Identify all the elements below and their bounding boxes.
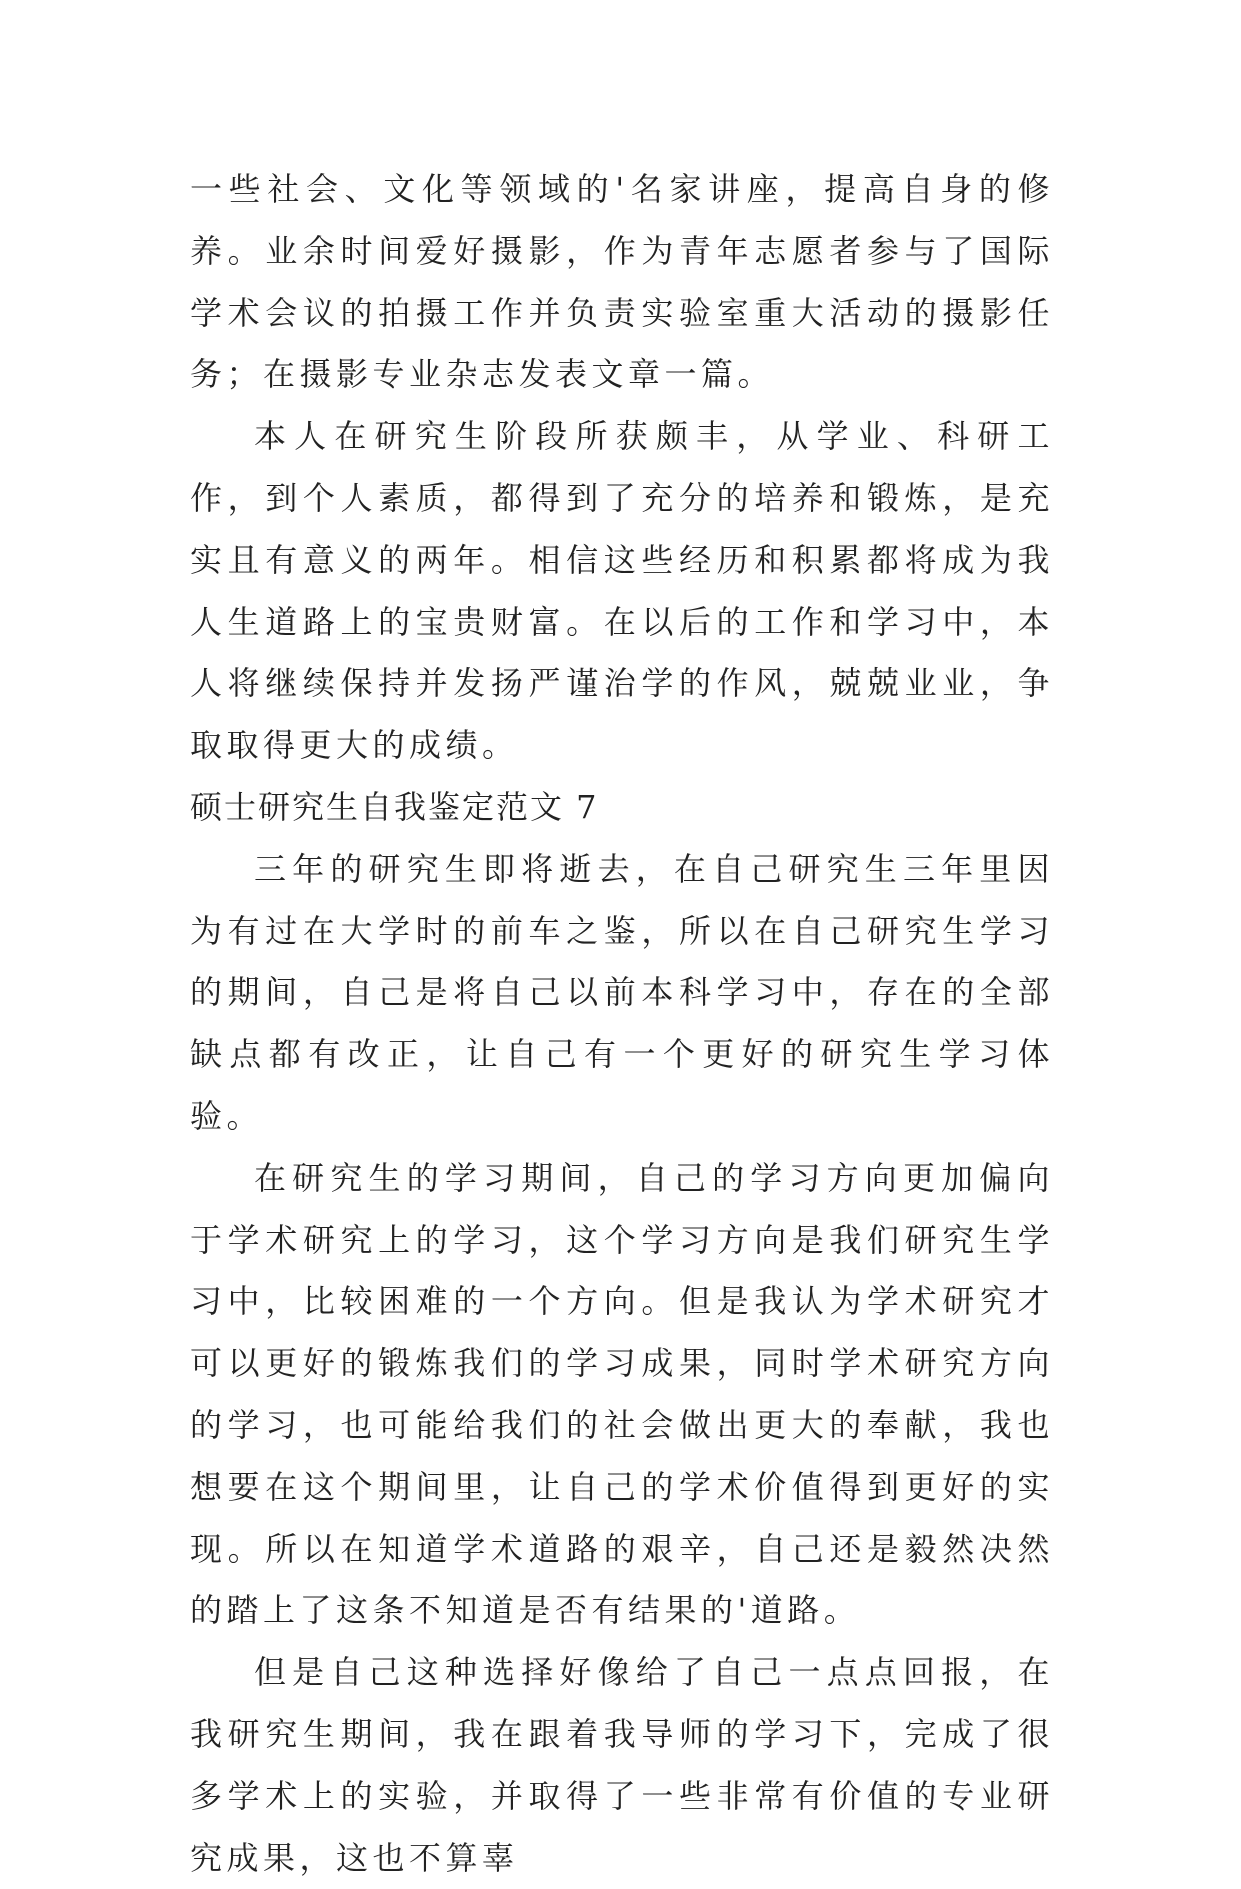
document-body <box>190 159 1054 1889</box>
paragraph-summary: 本人在研究生阶段所获颇丰，从学业、科研工作，到个人素质，都得到了充分的培养和锻炼，是充实且有意义的两年。相信这些经历和积累都将成为我人生道路上的宝贵财富。在以后的工作和学习中，本人将继续保持并发扬严谨治学的作风，兢兢业业，争取取得更大的成绩。 <box>190 417 1054 765</box>
section-heading: 硕士研究生自我鉴定范文 7 <box>190 787 599 826</box>
paragraph-intro: 三年的研究生即将逝去，在自己研究生三年里因为有过在大学时的前车之鉴，所以在自己研究生学习的期间，自己是将自己以前本科学习中，存在的全部缺点都有改正，让自己有一个更好的研究生学习体验。 <box>190 849 1054 1135</box>
paragraph-continuation: 一些社会、文化等领域的'名家讲座，提高自身的修养。业余时间爱好摄影，作为青年志愿者参与了国际学术会议的拍摄工作并负责实验室重大活动的摄影任务；在摄影专业杂志发表文章一篇。 <box>190 170 1054 394</box>
paragraph-research-direction: 在研究生的学习期间，自己的学习方向更加偏向于学术研究上的学习，这个学习方向是我们研究生学习中，比较困难的一个方向。但是我认为学术研究才可以更好的锻炼我们的学习成果，同时学术研究方向的学习，也可能给我们的社会做出更大的奉献，我也想要在这个期间里，让自己的学术价值得到更好的实现。所以在知道学术道路的艰辛，自己还是毅然决然的踏上了这条不知道是否有结果的'道路。 <box>190 1158 1054 1630</box>
paragraph-results: 但是自己这种选择好像给了自己一点点回报，在我研究生期间，我在跟着我导师的学习下，完成了很多学术上的实验，并取得了一些非常有价值的专业研究成果，这也不算辜 <box>190 1653 1054 1877</box>
